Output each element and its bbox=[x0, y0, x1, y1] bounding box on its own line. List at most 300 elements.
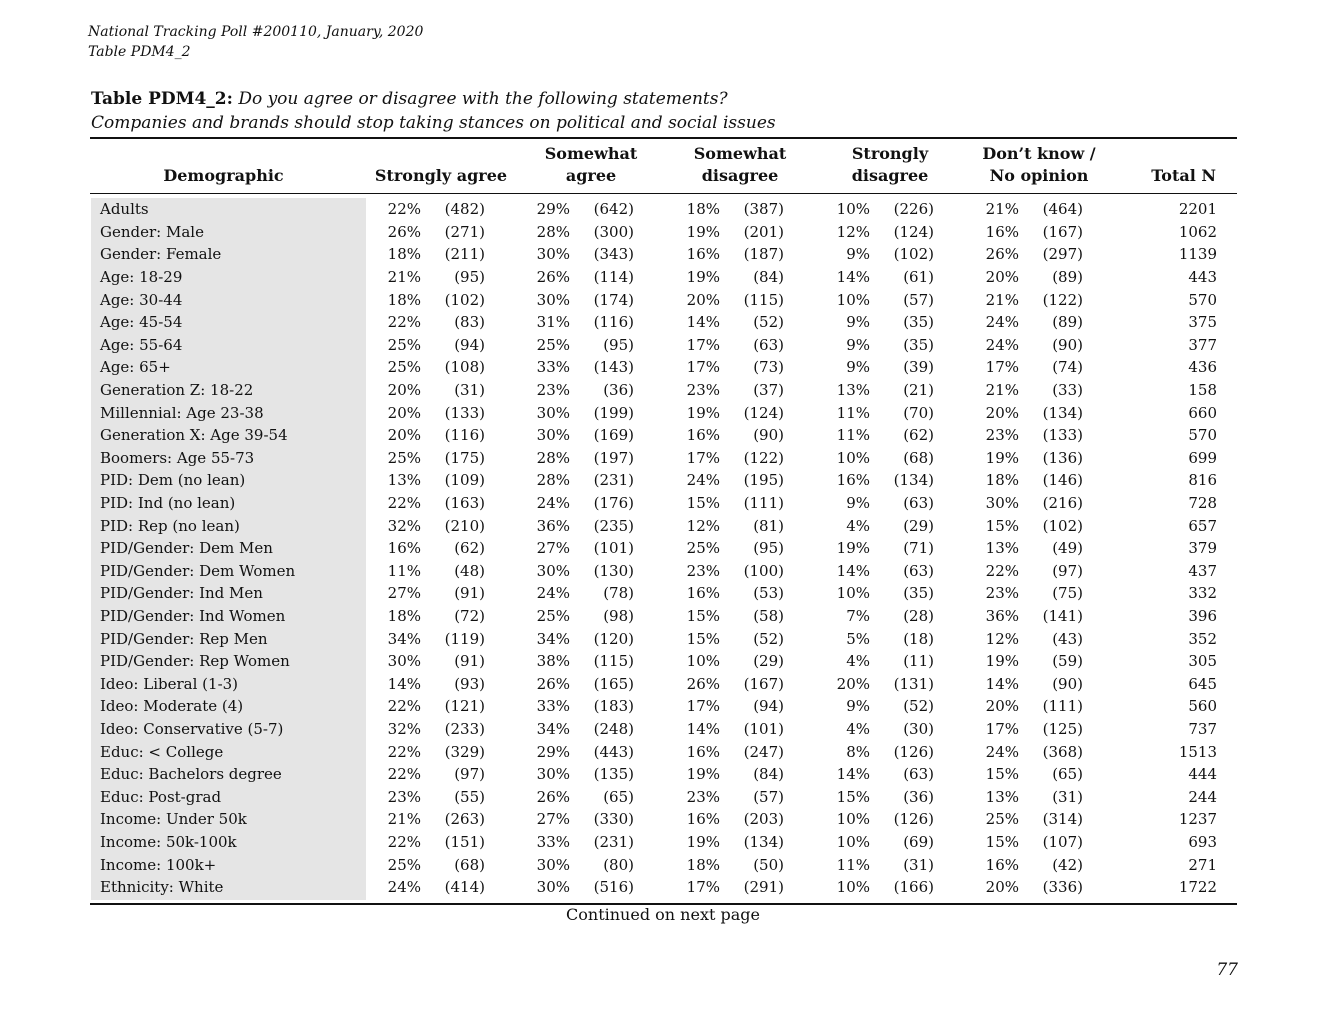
cell-total-n: 377 bbox=[1188, 335, 1217, 354]
table-row bbox=[91, 334, 1217, 357]
cell-dont-know-pct: 21% bbox=[985, 290, 1019, 309]
cell-dont-know-n: (122) bbox=[1042, 290, 1083, 309]
col-strongly-disagree-line1: Strongly bbox=[851, 144, 929, 163]
col-somewhat-agree bbox=[516, 143, 666, 187]
cell-dont-know-pct: 26% bbox=[985, 245, 1019, 264]
cell-somewhat-disagree-pct: 24% bbox=[686, 471, 720, 490]
cell-strongly-agree-n: (482) bbox=[444, 200, 485, 219]
cell-dont-know-pct: 30% bbox=[985, 494, 1019, 513]
cell-dont-know-pct: 24% bbox=[985, 313, 1019, 332]
cell-strongly-disagree-n: (126) bbox=[893, 810, 934, 829]
cell-dont-know-n: (146) bbox=[1042, 471, 1083, 490]
cell-somewhat-agree-pct: 30% bbox=[536, 561, 570, 580]
cell-dont-know-n: (74) bbox=[1052, 358, 1083, 377]
cell-strongly-agree-pct: 25% bbox=[387, 358, 421, 377]
cell-somewhat-disagree-n: (73) bbox=[753, 358, 784, 377]
cell-somewhat-agree-n: (300) bbox=[593, 222, 634, 241]
cell-dont-know-n: (89) bbox=[1052, 268, 1083, 287]
cell-demographic: Gender: Male bbox=[100, 222, 204, 241]
table-row bbox=[91, 537, 1217, 560]
table-row bbox=[91, 243, 1217, 266]
cell-demographic: Age: 55-64 bbox=[100, 335, 183, 354]
cell-demographic: Age: 65+ bbox=[100, 358, 171, 377]
results-table bbox=[91, 198, 1217, 898]
table-row bbox=[91, 514, 1217, 537]
cell-dont-know-pct: 14% bbox=[985, 674, 1019, 693]
table-row bbox=[91, 582, 1217, 605]
cell-strongly-agree-pct: 11% bbox=[387, 561, 421, 580]
cell-demographic: Income: Under 50k bbox=[100, 810, 247, 829]
cell-dont-know-n: (464) bbox=[1042, 200, 1083, 219]
cell-dont-know-n: (314) bbox=[1042, 810, 1083, 829]
cell-strongly-agree-n: (68) bbox=[454, 855, 485, 874]
col-strongly-disagree bbox=[815, 143, 965, 187]
cell-strongly-agree-pct: 32% bbox=[387, 719, 421, 738]
cell-demographic: Age: 30-44 bbox=[100, 290, 183, 309]
cell-strongly-disagree-n: (18) bbox=[903, 629, 934, 648]
col-dont-know-line1: Don’t know / bbox=[982, 144, 1096, 163]
cell-demographic: Adults bbox=[100, 200, 149, 219]
cell-strongly-disagree-n: (39) bbox=[903, 358, 934, 377]
cell-dont-know-pct: 21% bbox=[985, 200, 1019, 219]
cell-strongly-disagree-n: (124) bbox=[893, 222, 934, 241]
col-somewhat-disagree-line2: disagree bbox=[701, 166, 779, 185]
cell-somewhat-disagree-n: (50) bbox=[753, 855, 784, 874]
cell-dont-know-pct: 19% bbox=[985, 652, 1019, 671]
cell-strongly-agree-n: (102) bbox=[444, 290, 485, 309]
cell-demographic: Boomers: Age 55-73 bbox=[100, 448, 255, 467]
cell-strongly-agree-n: (95) bbox=[454, 268, 485, 287]
table-row bbox=[91, 605, 1217, 628]
cell-demographic: PID: Dem (no lean) bbox=[100, 471, 246, 490]
cell-strongly-agree-n: (175) bbox=[444, 448, 485, 467]
cell-somewhat-disagree-n: (115) bbox=[743, 290, 784, 309]
cell-somewhat-agree-n: (199) bbox=[593, 403, 634, 422]
table-row bbox=[91, 650, 1217, 673]
cell-total-n: 436 bbox=[1188, 358, 1217, 377]
cell-demographic: PID: Rep (no lean) bbox=[100, 516, 240, 535]
cell-somewhat-disagree-pct: 25% bbox=[686, 539, 720, 558]
cell-total-n: 1237 bbox=[1178, 810, 1217, 829]
cell-dont-know-n: (368) bbox=[1042, 742, 1083, 761]
cell-somewhat-agree-n: (120) bbox=[593, 629, 634, 648]
cell-total-n: 332 bbox=[1188, 584, 1217, 603]
cell-strongly-disagree-pct: 19% bbox=[836, 539, 870, 558]
cell-somewhat-disagree-pct: 17% bbox=[686, 335, 720, 354]
cell-strongly-agree-pct: 22% bbox=[387, 313, 421, 332]
cell-demographic: Educ: Bachelors degree bbox=[100, 765, 282, 784]
cell-strongly-agree-n: (116) bbox=[444, 426, 485, 445]
cell-strongly-agree-pct: 25% bbox=[387, 448, 421, 467]
cell-total-n: 244 bbox=[1188, 787, 1217, 806]
cell-dont-know-pct: 16% bbox=[985, 222, 1019, 241]
cell-somewhat-disagree-pct: 19% bbox=[686, 765, 720, 784]
cell-somewhat-disagree-pct: 26% bbox=[686, 674, 720, 693]
cell-somewhat-agree-n: (183) bbox=[593, 697, 634, 716]
cell-strongly-agree-pct: 22% bbox=[387, 832, 421, 851]
cell-somewhat-agree-pct: 28% bbox=[536, 222, 570, 241]
cell-strongly-agree-n: (83) bbox=[454, 313, 485, 332]
cell-strongly-disagree-pct: 16% bbox=[836, 471, 870, 490]
cell-somewhat-agree-pct: 30% bbox=[536, 290, 570, 309]
table-row bbox=[91, 198, 1217, 221]
cell-strongly-disagree-pct: 12% bbox=[836, 222, 870, 241]
cell-strongly-disagree-n: (62) bbox=[903, 426, 934, 445]
cell-strongly-agree-pct: 24% bbox=[387, 878, 421, 897]
cell-somewhat-disagree-pct: 23% bbox=[686, 381, 720, 400]
cell-strongly-agree-n: (94) bbox=[454, 335, 485, 354]
cell-somewhat-agree-n: (80) bbox=[603, 855, 634, 874]
cell-total-n: 560 bbox=[1188, 697, 1217, 716]
cell-somewhat-disagree-n: (95) bbox=[753, 539, 784, 558]
cell-somewhat-agree-n: (642) bbox=[593, 200, 634, 219]
cell-somewhat-agree-n: (36) bbox=[603, 381, 634, 400]
cell-somewhat-disagree-n: (58) bbox=[753, 606, 784, 625]
cell-somewhat-agree-pct: 25% bbox=[536, 335, 570, 354]
cell-somewhat-agree-n: (235) bbox=[593, 516, 634, 535]
cell-strongly-disagree-n: (131) bbox=[893, 674, 934, 693]
cell-strongly-agree-pct: 32% bbox=[387, 516, 421, 535]
page-number: 77 bbox=[1216, 960, 1238, 980]
cell-somewhat-disagree-pct: 17% bbox=[686, 697, 720, 716]
col-dont-know-line2: No opinion bbox=[989, 166, 1089, 185]
cell-somewhat-agree-n: (95) bbox=[603, 335, 634, 354]
cell-strongly-disagree-n: (226) bbox=[893, 200, 934, 219]
cell-dont-know-n: (134) bbox=[1042, 403, 1083, 422]
cell-strongly-disagree-n: (35) bbox=[903, 313, 934, 332]
cell-somewhat-disagree-n: (52) bbox=[753, 629, 784, 648]
cell-demographic: Educ: Post-grad bbox=[100, 787, 222, 806]
cell-somewhat-agree-n: (330) bbox=[593, 810, 634, 829]
table-row bbox=[91, 447, 1217, 470]
cell-strongly-disagree-n: (126) bbox=[893, 742, 934, 761]
cell-strongly-agree-n: (414) bbox=[444, 878, 485, 897]
cell-somewhat-agree-pct: 33% bbox=[536, 358, 570, 377]
cell-strongly-disagree-pct: 5% bbox=[846, 629, 870, 648]
cell-somewhat-agree-pct: 29% bbox=[536, 742, 570, 761]
cell-strongly-agree-pct: 20% bbox=[387, 403, 421, 422]
cell-somewhat-agree-n: (101) bbox=[593, 539, 634, 558]
cell-somewhat-disagree-n: (29) bbox=[753, 652, 784, 671]
cell-total-n: 352 bbox=[1188, 629, 1217, 648]
cell-strongly-disagree-n: (21) bbox=[903, 381, 934, 400]
cell-strongly-disagree-n: (36) bbox=[903, 787, 934, 806]
cell-dont-know-n: (97) bbox=[1052, 561, 1083, 580]
cell-somewhat-disagree-n: (57) bbox=[753, 787, 784, 806]
table-row bbox=[91, 740, 1217, 763]
cell-somewhat-disagree-n: (84) bbox=[753, 268, 784, 287]
cell-strongly-disagree-pct: 20% bbox=[836, 674, 870, 693]
cell-total-n: 645 bbox=[1188, 674, 1217, 693]
cell-strongly-disagree-n: (30) bbox=[903, 719, 934, 738]
cell-strongly-disagree-n: (71) bbox=[903, 539, 934, 558]
cell-somewhat-disagree-n: (201) bbox=[743, 222, 784, 241]
cell-strongly-agree-n: (263) bbox=[444, 810, 485, 829]
cell-strongly-disagree-n: (35) bbox=[903, 335, 934, 354]
cell-somewhat-agree-n: (116) bbox=[593, 313, 634, 332]
table-row bbox=[91, 785, 1217, 808]
cell-strongly-disagree-n: (31) bbox=[903, 855, 934, 874]
cell-somewhat-disagree-pct: 15% bbox=[686, 606, 720, 625]
cell-somewhat-disagree-n: (291) bbox=[743, 878, 784, 897]
cell-somewhat-disagree-n: (84) bbox=[753, 765, 784, 784]
cell-dont-know-n: (43) bbox=[1052, 629, 1083, 648]
cell-strongly-disagree-n: (29) bbox=[903, 516, 934, 535]
cell-strongly-agree-n: (329) bbox=[444, 742, 485, 761]
cell-strongly-disagree-pct: 11% bbox=[836, 426, 870, 445]
cell-total-n: 305 bbox=[1188, 652, 1217, 671]
cell-dont-know-pct: 15% bbox=[985, 832, 1019, 851]
cell-dont-know-pct: 16% bbox=[985, 855, 1019, 874]
cell-somewhat-disagree-pct: 17% bbox=[686, 878, 720, 897]
cell-dont-know-pct: 20% bbox=[985, 878, 1019, 897]
cell-somewhat-disagree-n: (100) bbox=[743, 561, 784, 580]
cell-dont-know-n: (49) bbox=[1052, 539, 1083, 558]
cell-somewhat-disagree-n: (90) bbox=[753, 426, 784, 445]
cell-dont-know-pct: 13% bbox=[985, 787, 1019, 806]
cell-dont-know-n: (90) bbox=[1052, 674, 1083, 693]
cell-somewhat-agree-pct: 33% bbox=[536, 832, 570, 851]
cell-total-n: 570 bbox=[1188, 290, 1217, 309]
cell-somewhat-agree-pct: 26% bbox=[536, 787, 570, 806]
cell-somewhat-disagree-n: (101) bbox=[743, 719, 784, 738]
cell-somewhat-agree-n: (130) bbox=[593, 561, 634, 580]
cell-somewhat-agree-pct: 30% bbox=[536, 245, 570, 264]
cell-strongly-agree-pct: 22% bbox=[387, 200, 421, 219]
cell-strongly-disagree-n: (61) bbox=[903, 268, 934, 287]
cell-dont-know-pct: 25% bbox=[985, 810, 1019, 829]
cell-somewhat-agree-n: (65) bbox=[603, 787, 634, 806]
cell-strongly-disagree-n: (28) bbox=[903, 606, 934, 625]
cell-strongly-disagree-n: (166) bbox=[893, 878, 934, 897]
col-demographic: Demographic bbox=[163, 166, 284, 185]
cell-somewhat-disagree-pct: 20% bbox=[686, 290, 720, 309]
header-rule bbox=[90, 193, 1237, 194]
cell-strongly-agree-pct: 18% bbox=[387, 290, 421, 309]
cell-strongly-agree-pct: 23% bbox=[387, 787, 421, 806]
cell-dont-know-pct: 19% bbox=[985, 448, 1019, 467]
table-row bbox=[91, 695, 1217, 718]
table-row bbox=[91, 876, 1217, 899]
cell-strongly-agree-n: (108) bbox=[444, 358, 485, 377]
cell-total-n: 657 bbox=[1188, 516, 1217, 535]
cell-strongly-disagree-pct: 10% bbox=[836, 810, 870, 829]
cell-strongly-disagree-pct: 11% bbox=[836, 855, 870, 874]
cell-somewhat-disagree-pct: 23% bbox=[686, 787, 720, 806]
cell-demographic: Ideo: Conservative (5-7) bbox=[100, 719, 284, 738]
cell-strongly-disagree-pct: 9% bbox=[846, 313, 870, 332]
cell-strongly-agree-pct: 22% bbox=[387, 494, 421, 513]
cell-dont-know-pct: 23% bbox=[985, 584, 1019, 603]
cell-strongly-disagree-pct: 8% bbox=[846, 742, 870, 761]
continued-note: Continued on next page bbox=[566, 905, 760, 924]
cell-strongly-agree-n: (119) bbox=[444, 629, 485, 648]
cell-strongly-disagree-pct: 10% bbox=[836, 200, 870, 219]
cell-dont-know-pct: 12% bbox=[985, 629, 1019, 648]
cell-dont-know-n: (89) bbox=[1052, 313, 1083, 332]
cell-somewhat-disagree-n: (94) bbox=[753, 697, 784, 716]
table-row bbox=[91, 672, 1217, 695]
cell-demographic: PID/Gender: Dem Women bbox=[100, 561, 296, 580]
cell-somewhat-agree-n: (197) bbox=[593, 448, 634, 467]
cell-strongly-agree-n: (91) bbox=[454, 652, 485, 671]
cell-somewhat-agree-n: (231) bbox=[593, 832, 634, 851]
col-strongly-disagree-line2: disagree bbox=[851, 166, 929, 185]
col-somewhat-agree-line1: Somewhat bbox=[544, 144, 638, 163]
cell-somewhat-agree-n: (143) bbox=[593, 358, 634, 377]
cell-strongly-agree-n: (48) bbox=[454, 561, 485, 580]
cell-somewhat-disagree-pct: 23% bbox=[686, 561, 720, 580]
cell-somewhat-agree-pct: 26% bbox=[536, 674, 570, 693]
cell-strongly-agree-n: (233) bbox=[444, 719, 485, 738]
cell-dont-know-n: (125) bbox=[1042, 719, 1083, 738]
cell-strongly-agree-n: (210) bbox=[444, 516, 485, 535]
cell-somewhat-disagree-n: (37) bbox=[753, 381, 784, 400]
cell-strongly-disagree-n: (102) bbox=[893, 245, 934, 264]
cell-strongly-disagree-n: (70) bbox=[903, 403, 934, 422]
cell-dont-know-n: (90) bbox=[1052, 335, 1083, 354]
cell-strongly-agree-pct: 18% bbox=[387, 606, 421, 625]
cell-strongly-agree-pct: 21% bbox=[387, 810, 421, 829]
cell-total-n: 1139 bbox=[1178, 245, 1217, 264]
cell-dont-know-pct: 20% bbox=[985, 697, 1019, 716]
cell-strongly-disagree-n: (69) bbox=[903, 832, 934, 851]
cell-somewhat-disagree-pct: 18% bbox=[686, 200, 720, 219]
cell-total-n: 437 bbox=[1188, 561, 1217, 580]
cell-somewhat-disagree-n: (247) bbox=[743, 742, 784, 761]
cell-dont-know-n: (102) bbox=[1042, 516, 1083, 535]
cell-demographic: Gender: Female bbox=[100, 245, 222, 264]
cell-demographic: Ideo: Moderate (4) bbox=[100, 697, 244, 716]
cell-somewhat-disagree-n: (111) bbox=[743, 494, 784, 513]
cell-dont-know-n: (111) bbox=[1042, 697, 1083, 716]
table-row bbox=[91, 356, 1217, 379]
cell-somewhat-agree-pct: 27% bbox=[536, 810, 570, 829]
table-row bbox=[91, 853, 1217, 876]
cell-somewhat-disagree-pct: 14% bbox=[686, 719, 720, 738]
cell-strongly-agree-n: (271) bbox=[444, 222, 485, 241]
cell-strongly-agree-pct: 27% bbox=[387, 584, 421, 603]
cell-strongly-disagree-pct: 15% bbox=[836, 787, 870, 806]
cell-somewhat-disagree-pct: 15% bbox=[686, 494, 720, 513]
cell-strongly-agree-n: (62) bbox=[454, 539, 485, 558]
cell-strongly-disagree-n: (35) bbox=[903, 584, 934, 603]
cell-strongly-disagree-n: (68) bbox=[903, 448, 934, 467]
top-rule bbox=[90, 137, 1237, 139]
cell-somewhat-agree-pct: 25% bbox=[536, 606, 570, 625]
cell-demographic: PID: Ind (no lean) bbox=[100, 494, 236, 513]
cell-strongly-agree-n: (97) bbox=[454, 765, 485, 784]
cell-somewhat-agree-n: (343) bbox=[593, 245, 634, 264]
cell-demographic: Generation X: Age 39-54 bbox=[100, 426, 288, 445]
cell-strongly-agree-pct: 34% bbox=[387, 629, 421, 648]
cell-dont-know-n: (65) bbox=[1052, 765, 1083, 784]
cell-strongly-agree-n: (93) bbox=[454, 674, 485, 693]
cell-strongly-disagree-pct: 13% bbox=[836, 381, 870, 400]
cell-dont-know-n: (31) bbox=[1052, 787, 1083, 806]
cell-total-n: 379 bbox=[1188, 539, 1217, 558]
col-strongly-agree: Strongly agree bbox=[374, 166, 508, 185]
cell-somewhat-disagree-pct: 19% bbox=[686, 222, 720, 241]
cell-dont-know-n: (107) bbox=[1042, 832, 1083, 851]
table-statement: Companies and brands should stop taking stances on political and social issues bbox=[91, 113, 776, 133]
cell-dont-know-pct: 36% bbox=[985, 606, 1019, 625]
cell-somewhat-agree-pct: 28% bbox=[536, 471, 570, 490]
cell-strongly-disagree-pct: 14% bbox=[836, 561, 870, 580]
col-total-n: Total N bbox=[1151, 166, 1216, 185]
cell-somewhat-disagree-n: (122) bbox=[743, 448, 784, 467]
cell-somewhat-disagree-pct: 14% bbox=[686, 313, 720, 332]
table-row bbox=[91, 401, 1217, 424]
cell-somewhat-disagree-n: (167) bbox=[743, 674, 784, 693]
cell-somewhat-agree-n: (516) bbox=[593, 878, 634, 897]
cell-strongly-disagree-pct: 14% bbox=[836, 268, 870, 287]
cell-total-n: 158 bbox=[1188, 381, 1217, 400]
cell-strongly-agree-pct: 18% bbox=[387, 245, 421, 264]
cell-strongly-agree-pct: 14% bbox=[387, 674, 421, 693]
cell-somewhat-disagree-pct: 10% bbox=[686, 652, 720, 671]
cell-somewhat-agree-n: (165) bbox=[593, 674, 634, 693]
cell-somewhat-agree-pct: 30% bbox=[536, 878, 570, 897]
cell-somewhat-agree-pct: 34% bbox=[536, 719, 570, 738]
cell-strongly-disagree-pct: 10% bbox=[836, 878, 870, 897]
cell-demographic: PID/Gender: Ind Men bbox=[100, 584, 263, 603]
cell-strongly-agree-n: (163) bbox=[444, 494, 485, 513]
poll-header: National Tracking Poll #200110, January, 2020 bbox=[88, 24, 424, 40]
cell-somewhat-agree-pct: 36% bbox=[536, 516, 570, 535]
cell-demographic: Educ: < College bbox=[100, 742, 224, 761]
cell-dont-know-pct: 20% bbox=[985, 268, 1019, 287]
cell-somewhat-disagree-pct: 17% bbox=[686, 358, 720, 377]
cell-strongly-disagree-n: (63) bbox=[903, 765, 934, 784]
cell-strongly-agree-pct: 22% bbox=[387, 697, 421, 716]
cell-somewhat-agree-pct: 31% bbox=[536, 313, 570, 332]
cell-dont-know-n: (42) bbox=[1052, 855, 1083, 874]
cell-somewhat-agree-n: (98) bbox=[603, 606, 634, 625]
cell-somewhat-disagree-pct: 16% bbox=[686, 742, 720, 761]
table-row bbox=[91, 627, 1217, 650]
cell-somewhat-disagree-n: (134) bbox=[743, 832, 784, 851]
cell-total-n: 375 bbox=[1188, 313, 1217, 332]
cell-demographic: Income: 50k-100k bbox=[100, 832, 237, 851]
cell-strongly-disagree-pct: 9% bbox=[846, 245, 870, 264]
cell-dont-know-n: (141) bbox=[1042, 606, 1083, 625]
cell-dont-know-pct: 24% bbox=[985, 742, 1019, 761]
cell-dont-know-pct: 15% bbox=[985, 516, 1019, 535]
cell-somewhat-disagree-n: (81) bbox=[753, 516, 784, 535]
cell-demographic: PID/Gender: Rep Women bbox=[100, 652, 290, 671]
cell-dont-know-n: (216) bbox=[1042, 494, 1083, 513]
cell-strongly-disagree-pct: 10% bbox=[836, 584, 870, 603]
cell-total-n: 728 bbox=[1188, 494, 1217, 513]
cell-total-n: 396 bbox=[1188, 606, 1217, 625]
cell-strongly-disagree-pct: 9% bbox=[846, 494, 870, 513]
cell-somewhat-disagree-n: (195) bbox=[743, 471, 784, 490]
cell-strongly-disagree-n: (57) bbox=[903, 290, 934, 309]
cell-strongly-agree-n: (133) bbox=[444, 403, 485, 422]
cell-somewhat-agree-n: (174) bbox=[593, 290, 634, 309]
cell-dont-know-n: (136) bbox=[1042, 448, 1083, 467]
cell-dont-know-pct: 24% bbox=[985, 335, 1019, 354]
cell-strongly-agree-pct: 21% bbox=[387, 268, 421, 287]
cell-somewhat-disagree-n: (124) bbox=[743, 403, 784, 422]
cell-strongly-agree-pct: 25% bbox=[387, 335, 421, 354]
cell-dont-know-n: (167) bbox=[1042, 222, 1083, 241]
cell-dont-know-pct: 23% bbox=[985, 426, 1019, 445]
cell-demographic: PID/Gender: Dem Men bbox=[100, 539, 273, 558]
cell-dont-know-pct: 22% bbox=[985, 561, 1019, 580]
cell-somewhat-disagree-n: (203) bbox=[743, 810, 784, 829]
